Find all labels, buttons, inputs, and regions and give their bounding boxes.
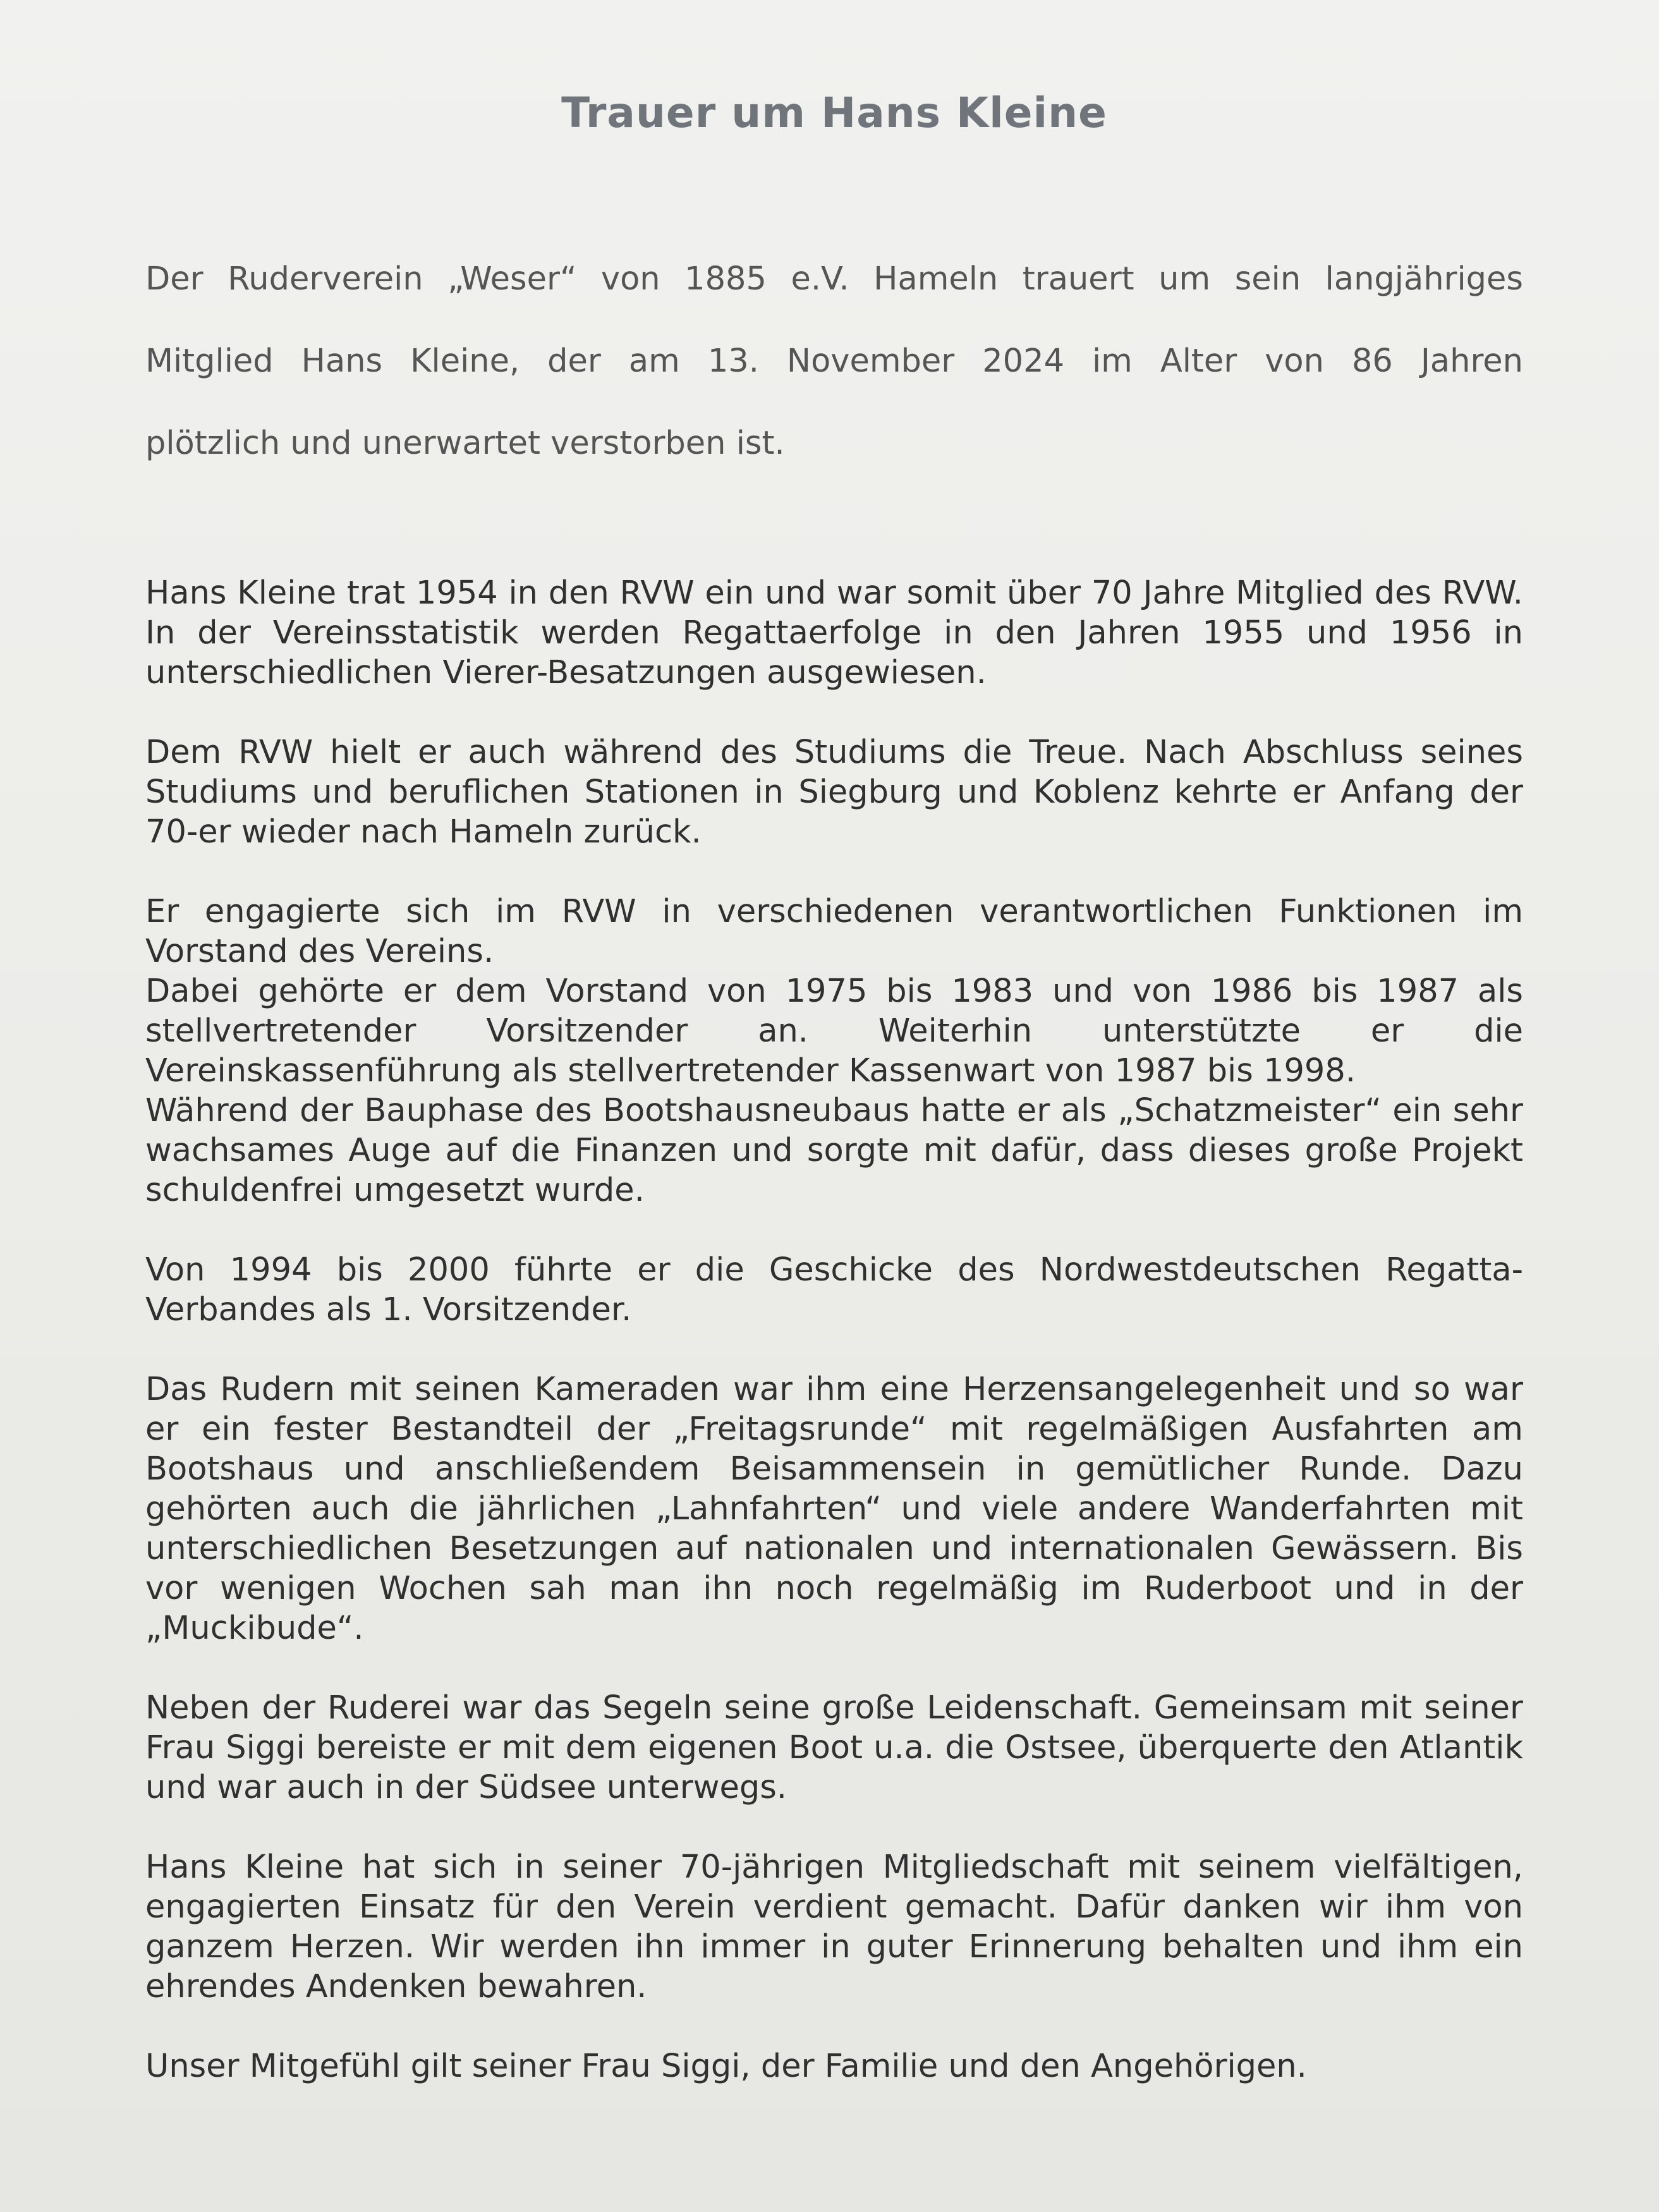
intro-paragraph [145,238,1523,485]
paragraph-functions-board: Dabei gehörte er dem Vorstand von 1975 bis 1983 und von 1986 bis 1987 als stellvertretender Vorsitzender an. Weiterhin unterstützte er die Vereinskassenführung als stellvertretender Kassenwart von 1987 bis 1998. [145,973,1523,1090]
paragraph-condolences: Unser Mitgefühl gilt seiner Frau Siggi, der Familie und den Angehörigen. [145,2048,1307,2085]
intro-line-3: plötzlich und unerwartet verstorben ist. [145,425,785,462]
page-title: Trauer um Hans Kleine [561,88,1107,137]
intro-line-1: Der Ruderverein „Weser“ von 1885 e.V. Hameln trauert um sein langjähriges [145,260,1523,298]
paragraph-studies: Dem RVW hielt er auch während des Studiums die Treue. Nach Abschluss seines Studiums und beruflichen Stationen in Siegburg und Koblenz kehrte er Anfang der 70-er wieder nach Hameln zurück. [145,734,1523,851]
paragraph-sailing: Neben der Ruderei war das Segeln seine große Leidenschaft. Gemeinsam mit seiner Frau Siggi bereiste er mit dem eigenen Boot u.a. die Ostsee, überquerte den Atlantik und war auch in der Südsee unterwegs. [145,1689,1523,1806]
paragraph-membership: Hans Kleine trat 1954 in den RVW ein und war somit über 70 Jahre Mitglied des RVW. In der Vereinsstatistik werden Regattaerfolge in den Jahren 1955 und 1956 in unterschiedlichen Vierer-Besatzungen ausgewiesen. [145,574,1523,691]
obituary-body [145,573,1523,2086]
paragraph-regatta-association: Von 1994 bis 2000 führte er die Geschicke des Nordwestdeutschen Regatta-Verbandes als 1. Vorsitzender. [145,1251,1523,1328]
paragraph-gratitude: Hans Kleine hat sich in seiner 70-jährigen Mitgliedschaft mit seinem vielfältigen, engagierten Einsatz für den Verein verdient gemacht. Dafür danken wir ihm von ganzem Herzen. Wir werden ihn immer in guter Erinnerung behalten und ihm ein ehrendes Andenken bewahren. [145,1849,1523,2005]
paragraph-functions-treasurer: Während der Bauphase des Bootshausneubaus hatte er als „Schatzmeister“ ein sehr wachsames Auge auf die Finanzen und sorgte mit dafür, dass dieses große Projekt schuldenfrei umgesetzt wurde. [145,1092,1523,1209]
paragraph-functions [145,892,1523,1210]
paragraph-rowing: Das Rudern mit seinen Kameraden war ihm eine Herzensangelegenheit und so war er ein fester Bestandteil der „Freitagsrunde“ mit regelmäßigen Ausfahrten am Bootshaus und anschließendem Beisammensein in gemütlicher Runde. Dazu gehörten auch die jährlichen „Lahnfahrten“ und viele andere Wanderfahrten mit unterschiedlichen Besetzungen auf nationalen und internationalen Gewässern. Bis vor wenigen Wochen sah man ihn noch regelmäßig im Ruderboot und in der „Muckibude“. [145,1371,1523,1647]
paragraph-functions-intro: Er engagierte sich im RVW in verschiedenen verantwortlichen Funktionen im Vorstand des Vereins. [145,893,1523,970]
intro-line-2: Mitglied Hans Kleine, der am 13. November 2024 im Alter von 86 Jahren [145,343,1523,380]
obituary-sheet [145,88,1523,2126]
